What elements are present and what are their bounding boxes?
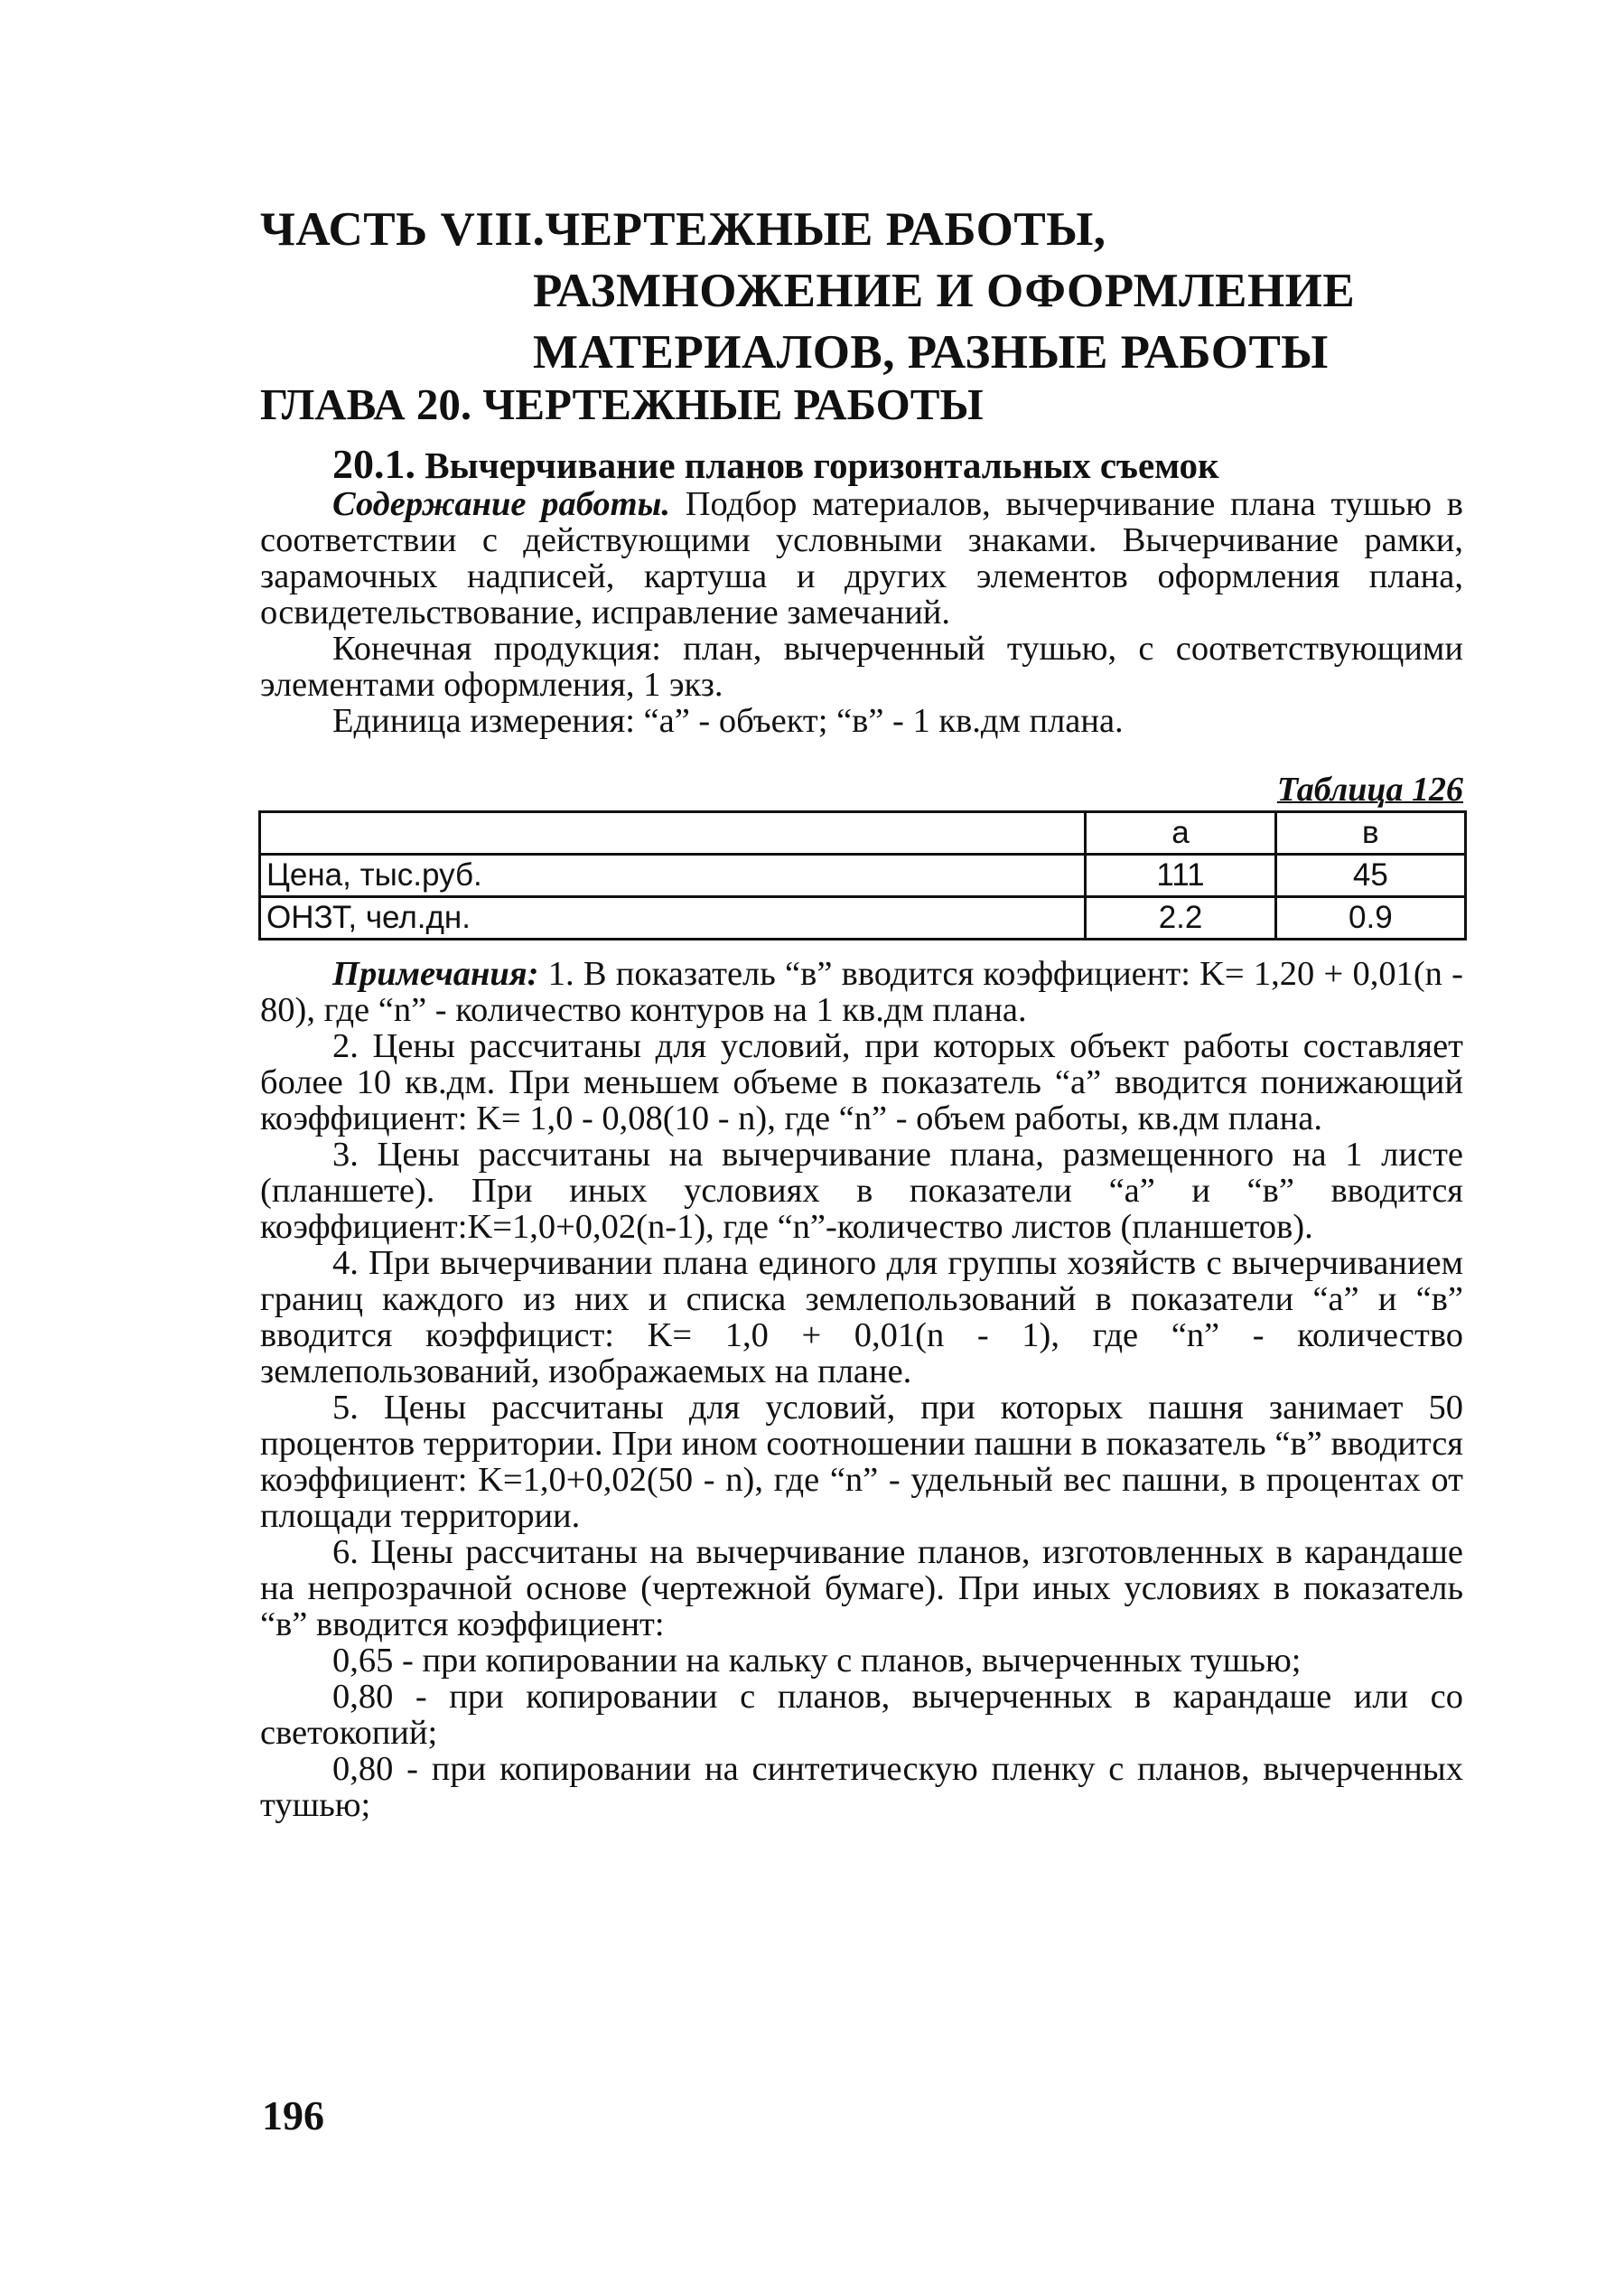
- coefficient-item: 0,65 - при копировании на кальку с планов, вычерченных тушью;: [332, 1642, 1302, 1680]
- table-cell: ОНЗТ, чел.дн.: [260, 897, 1086, 940]
- note-1: [260, 956, 1463, 1028]
- table-header-cell: а: [1086, 812, 1275, 855]
- table-header-cell: [260, 812, 1086, 855]
- work-content-paragraph: [260, 486, 1463, 631]
- notes-block: [260, 956, 1463, 1823]
- chapter-title: ГЛАВА 20. ЧЕРТЕЖНЫЕ РАБОТЫ: [260, 379, 984, 429]
- table-header-cell: в: [1275, 812, 1465, 855]
- coefficient-item: 0,80 - при копировании на синтетическую пленку с планов, вычерченных тушью;: [260, 1750, 1463, 1824]
- table-row: [260, 855, 1466, 897]
- section-number: 20.1.: [332, 441, 415, 487]
- note-1-text: 1. В показатель “в” вводится коэффициент: K= 1,20 + 0,01(n - 80), где “n” - количество контуров на 1 кв.дм плана.: [260, 955, 1463, 1029]
- coefficient-item: 0,80 - при копировании с планов, вычерченных в карандаше или со светокопий;: [260, 1678, 1463, 1752]
- price-table: [258, 810, 1467, 940]
- part-title-line-3: МАТЕРИАЛОВ, РАЗНЫЕ РАБОТЫ: [533, 326, 1329, 379]
- table-cell: 2.2: [1086, 897, 1275, 940]
- intro-block: [260, 486, 1463, 739]
- section-heading: [332, 441, 1219, 489]
- note-2: 2. Цены рассчитаны для условий, при которых объект работы составляет более 10 кв.дм. При меньшем объеме в показатель “а” вводится понижающий коэффициент: K= 1,0 - 0,08(10 - n), где “n” - объем работы, кв.дм плана.: [260, 1027, 1463, 1137]
- table-caption: Таблица 126: [1276, 771, 1463, 809]
- note-5: 5. Цены рассчитаны для условий, при которых пашня занимает 50 процентов территории. При ином соотношении пашни в показатель “в” вводится коэффициент: K=1,0+0,02(50 - n), где “n” - удельный вес пашни, в процентах от площади территории.: [260, 1389, 1463, 1535]
- work-content-text: Подбор материалов, вычерчивание плана тушью в соответствии с действующими условными знаками. Вычерчивание рамки, зарамочных надписей, картуша и других элементов оформления плана, освидетельствование, исправление замечаний.: [260, 485, 1463, 632]
- page-number: 196: [262, 2092, 324, 2138]
- section-title: Вычерчивание планов горизонтальных съемок: [425, 445, 1219, 486]
- part-title-line-2: РАЗМНОЖЕНИЕ И ОФОРМЛЕНИЕ: [533, 265, 1356, 317]
- final-product-paragraph: Конечная продукция: план, вычерченный тушью, с соответствующими элементами оформления, 1 экз.: [260, 630, 1463, 704]
- table-cell: 0.9: [1275, 897, 1465, 940]
- table-row: [260, 897, 1466, 940]
- table-header-row: [260, 812, 1466, 855]
- part-title: [260, 199, 1525, 383]
- unit-paragraph: Единица измерения: “а” - объект; “в” - 1 кв.дм плана.: [332, 702, 1124, 740]
- part-title-line-1: ЧАСТЬ VIII.ЧЕРТЕЖНЫЕ РАБОТЫ,: [260, 203, 1106, 256]
- note-3: 3. Цены рассчитаны на вычерчивание плана, размещенного на 1 листе (планшете). При иных условиях в показатели “а” и “в” вводится коэффициент:K=1,0+0,02(n-1), где “n”-количество листов (планшетов).: [260, 1136, 1463, 1246]
- table-cell: 111: [1086, 855, 1275, 897]
- table-cell: 45: [1275, 855, 1465, 897]
- table-cell: Цена, тыс.руб.: [260, 855, 1086, 897]
- work-content-label: Содержание работы.: [332, 485, 670, 523]
- note-6: 6. Цены рассчитаны на вычерчивание планов, изготовленных в карандаше на непрозрачной основе (чертежной бумаге). При иных условиях в показатель “в” вводится коэффициент:: [260, 1533, 1463, 1643]
- note-4: 4. При вычерчивании плана единого для группы хозяйств с вычерчиванием границ каждого из них и списка землепользований в показатели “а” и “в” вводится коэффицист: K= 1,0 + 0,01(n - 1), где “n” - количество землепользований, изображаемых на плане.: [260, 1244, 1463, 1390]
- notes-label: Примечания:: [332, 955, 539, 993]
